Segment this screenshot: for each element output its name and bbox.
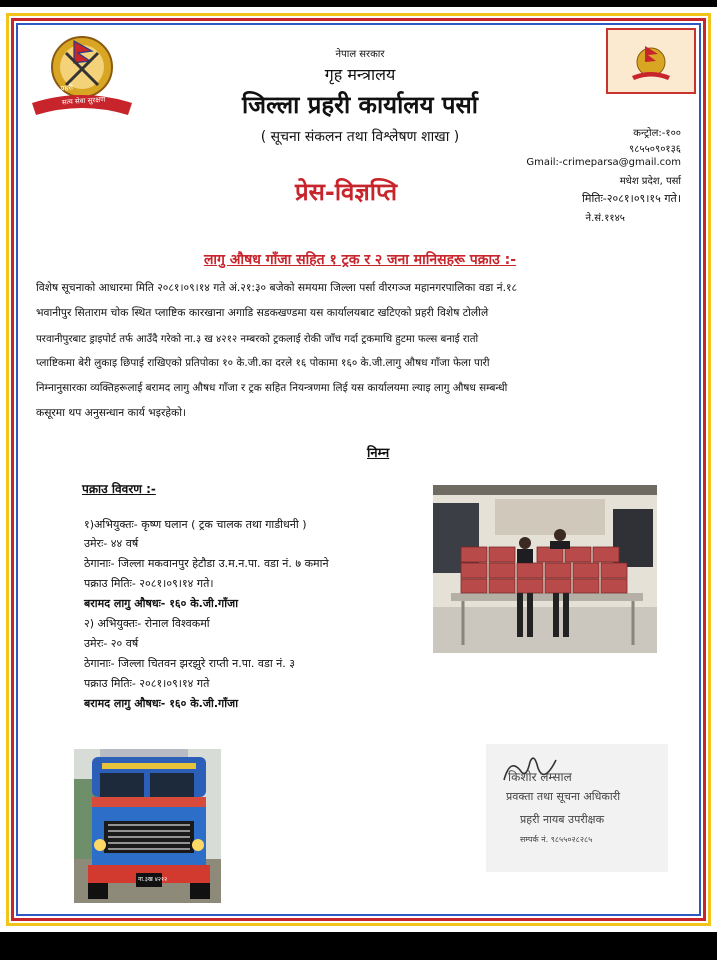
bottom-black-bar	[0, 932, 717, 960]
release-date: मितिः-२०८१।०९।१५ गते।	[582, 192, 681, 205]
reference-number: ने.सं.११४५	[585, 213, 625, 224]
accused-1-seized: बरामद लागु औषधः- १६० के.जी.गाँजा	[84, 597, 239, 610]
accused-1-address: ठेगानाः- जिल्ला मकवानपुर हेटौडा उ.म.न.पा. वडा नं. ७ कमाने	[84, 557, 329, 570]
control-number: कन्ट्रोल:-१००	[633, 128, 681, 139]
office-title: जिल्ला प्रहरी कार्यालय पर्सा	[242, 91, 478, 119]
emblem-left-text: नेपाल प्रहरी	[43, 83, 74, 95]
nimna-heading: निम्न	[367, 446, 390, 461]
section-label: ( सूचना संकलन तथा विश्लेषण शाखा )	[260, 129, 460, 145]
press-release-title: प्रेस-विज्ञप्ति	[295, 178, 398, 206]
phone-number: ९८५५०९०१३६	[629, 144, 681, 155]
accused-2-address: ठेगानाः- जिल्ला चितवन झरझुरे राप्ती न.पा. वडा नं. ३	[84, 657, 296, 670]
body-line: निम्नानुसारका व्यक्तिहरूलाई बरामद लागु औषध गाँजा र ट्रक सहित नियन्त्रणमा लिई यस कार्यालयमा ल्याइ लागु औषध सम्बन्धी	[36, 382, 508, 394]
body-line: कसूरमा थप अनुसन्धान कार्य भइरहेको।	[36, 406, 187, 419]
truck-plate: ना.३ख ४२१२	[138, 876, 168, 883]
press-release-page	[0, 7, 717, 932]
accused-2-arrest-date: पक्राउ मितिः- २०८१।०९।१४ गते	[84, 677, 210, 690]
truck-photo	[74, 749, 221, 903]
body-line: प्लाष्टिकमा बेरी लुकाइ छिपाई राखिएको प्रतिपोका १० के.जी.का दरले १६ पोकामा १६० के.जी.लागु औषध गाँजा फेला पारी	[36, 357, 490, 369]
accused-2-age: उमेरः- २० वर्ष	[84, 637, 139, 650]
accused-2-seized: बरामद लागु औषधः- १६० के.जी.गाँजा	[84, 697, 239, 710]
signature-block	[486, 744, 668, 872]
nepal-police-emblem-icon	[28, 29, 136, 121]
officer-rank: प्रहरी नायब उपरीक्षक	[520, 813, 605, 826]
gov-label: नेपाल सरकार	[335, 49, 385, 60]
flag-emblem-box	[606, 28, 696, 94]
details-heading: पक्राउ विवरण :-	[82, 482, 156, 496]
accused-1-arrest-date: पक्राउ मितिः- २०८१।०९।१४ गते।	[84, 577, 214, 590]
body-line: परवानीपुरबाट ड्राइपोर्ट तर्फ आउँदै गरेको ना.३ ख ४२१२ नम्बरको ट्रकलाई रोकी जाँच गर्दा ट्रकमाथि हुटमा फल्स बनाई रातो	[36, 334, 479, 345]
accused-1-name: १)अभियुक्तः- कृष्ण घलान ( ट्रक चालक तथा गाडीधनी )	[84, 518, 307, 531]
emblem-motto: सत्य सेवा सुरक्षण	[61, 95, 106, 107]
officer-contact: सम्पर्क नं. ९८५५०२८२८५	[520, 835, 593, 844]
news-headline: लागु औषध गाँजा सहित १ ट्रक र २ जना मानिसहरू पक्राउ :-	[203, 252, 517, 268]
email-address: Gmail:-crimeparsa@gmail.com	[526, 157, 681, 168]
officer-role: प्रवक्ता तथा सूचना अधिकारी	[506, 790, 621, 803]
seized-goods-photo	[433, 485, 657, 653]
body-line: विशेष सूचनाको आधारमा मिति २०८१।०९।१४ गते अं.२१:३० बजेको समयमा जिल्ला पर्सा वीरगञ्ज महानगरपालिका वडा नं.१८	[36, 281, 518, 294]
officer-name: किशोर लम्साल	[508, 770, 572, 784]
police-flag-icon	[608, 30, 694, 92]
body-line: भवानीपुर सिताराम चोक स्थित प्लाष्टिक कारखाना अगाडि सडकखण्डमा यस कार्यालयबाट खटिएको प्रहरी विशेष टोलीले	[36, 306, 489, 319]
province-label: मधेश प्रदेश, पर्सा	[619, 176, 681, 187]
photo-scene-icon	[433, 485, 657, 653]
accused-1-age: उमेरः- ४४ वर्ष	[84, 537, 139, 550]
accused-2-name: २) अभियुक्तः- रोनाल विश्वकर्मा	[84, 617, 210, 630]
ministry-label: गृह मन्त्रालय	[324, 65, 396, 84]
